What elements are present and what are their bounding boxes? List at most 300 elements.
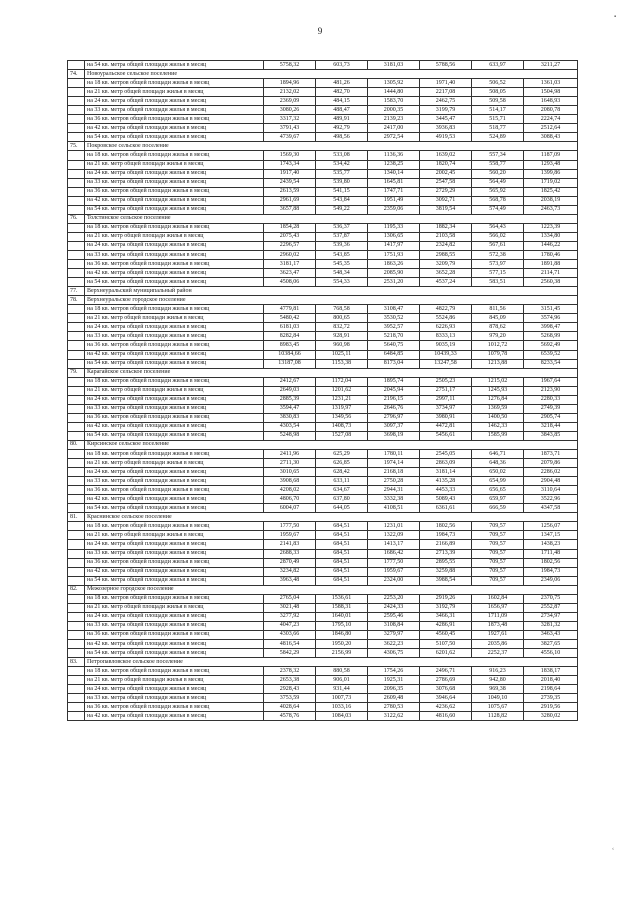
row-label: на 21 кв. метр общей площади жилья в месяц <box>85 459 264 468</box>
cell-value: 1846,80 <box>316 630 368 639</box>
cell-value: 1438,23 <box>524 540 578 549</box>
cell-value: 564,43 <box>472 223 524 232</box>
table-row <box>68 531 578 540</box>
cell-value: 1959,67 <box>264 531 316 540</box>
cell-value: 1187,09 <box>524 151 578 160</box>
cell-value: 1656,97 <box>472 603 524 612</box>
cell-value: 1361,03 <box>524 79 578 88</box>
tariff-table <box>67 60 578 721</box>
row-number <box>68 549 85 558</box>
cell-value: 574,49 <box>472 205 524 214</box>
cell-value: 572,38 <box>472 250 524 259</box>
row-label: на 36 кв. метров общей площади жилья в месяц <box>85 703 264 712</box>
cell-value: 1025,11 <box>316 350 368 359</box>
row-label: на 36 кв. метров общей площади жилья в месяц <box>85 187 264 196</box>
row-number <box>68 431 85 440</box>
cell-value: 2919,56 <box>524 703 578 712</box>
section-number: 79. <box>68 368 85 377</box>
row-label: на 33 кв. метра общей площади жилья в месяц <box>85 621 264 630</box>
edge-mark: ‹ <box>612 846 614 852</box>
cell-value: 2296,57 <box>264 241 316 250</box>
cell-value: 537,87 <box>316 232 368 241</box>
cell-value: 6539,52 <box>524 350 578 359</box>
cell-value: 1347,15 <box>524 531 578 540</box>
cell-value: 2749,39 <box>524 404 578 413</box>
cell-value: 3010,65 <box>264 468 316 477</box>
cell-value: 1369,59 <box>472 404 524 413</box>
cell-value: 539,36 <box>316 241 368 250</box>
row-number <box>68 422 85 431</box>
cell-value: 2780,53 <box>368 703 420 712</box>
cell-value: 1079,78 <box>472 350 524 359</box>
cell-value: 1136,36 <box>368 151 420 160</box>
cell-value: 2045,94 <box>368 386 420 395</box>
cell-value: 1399,86 <box>524 169 578 178</box>
cell-value: 3623,47 <box>264 269 316 278</box>
row-number <box>68 332 85 341</box>
cell-value: 5248,98 <box>264 431 316 440</box>
row-label: на 54 кв. метра общей площади жилья в месяц <box>85 649 264 658</box>
table-row <box>68 504 578 513</box>
section-header-row <box>68 658 578 667</box>
table-row <box>68 205 578 214</box>
cell-value: 1951,49 <box>368 196 420 205</box>
cell-value: 626,85 <box>316 459 368 468</box>
cell-value: 2739,35 <box>524 694 578 703</box>
row-number <box>68 694 85 703</box>
section-title: Карагайское сельское поселение <box>85 368 578 377</box>
cell-value: 3151,45 <box>524 305 578 314</box>
table-row <box>68 124 578 133</box>
row-label: на 21 кв. метр общей площади жилья в месяц <box>85 531 264 540</box>
cell-value: 768,58 <box>316 305 368 314</box>
cell-value: 3594,47 <box>264 404 316 413</box>
cell-value: 2462,75 <box>420 97 472 106</box>
cell-value: 2123,90 <box>524 386 578 395</box>
cell-value: 2545,05 <box>420 450 472 459</box>
cell-value: 4556,10 <box>524 649 578 658</box>
row-label: на 18 кв. метров общей площади жилья в месяц <box>85 594 264 603</box>
cell-value: 1820,74 <box>420 160 472 169</box>
cell-value: 2196,15 <box>368 395 420 404</box>
cell-value: 5480,42 <box>264 314 316 323</box>
row-label: на 42 кв. метра общей площади жилья в месяц <box>85 422 264 431</box>
cell-value: 1583,70 <box>368 97 420 106</box>
cell-value: 960,98 <box>316 341 368 350</box>
row-label: на 18 кв. метров общей площади жилья в месяц <box>85 377 264 386</box>
cell-value: 1007,73 <box>316 694 368 703</box>
cell-value: 2038,19 <box>524 196 578 205</box>
cell-value: 3963,48 <box>264 576 316 585</box>
cell-value: 832,72 <box>316 323 368 332</box>
cell-value: 5842,29 <box>264 649 316 658</box>
cell-value: 567,61 <box>472 241 524 250</box>
section-header-row <box>68 296 578 305</box>
cell-value: 1927,61 <box>472 630 524 639</box>
table-row <box>68 703 578 712</box>
cell-value: 2463,73 <box>524 205 578 214</box>
cell-value: 2751,17 <box>420 386 472 395</box>
cell-value: 2496,71 <box>420 667 472 676</box>
cell-value: 2997,11 <box>420 395 472 404</box>
cell-value: 1873,71 <box>524 450 578 459</box>
row-number <box>68 576 85 585</box>
row-number <box>68 232 85 241</box>
row-label: на 42 кв. метра общей площади жилья в месяц <box>85 495 264 504</box>
cell-value: 1306,65 <box>368 232 420 241</box>
cell-value: 1231,01 <box>368 522 420 531</box>
cell-value: 4236,62 <box>420 703 472 712</box>
row-number <box>68 413 85 422</box>
row-number <box>68 450 85 459</box>
table-row <box>68 522 578 531</box>
cell-value: 979,20 <box>472 332 524 341</box>
cell-value: 10439,33 <box>420 350 472 359</box>
cell-value: 1413,17 <box>368 540 420 549</box>
cell-value: 633,97 <box>472 61 524 70</box>
cell-value: 13187,08 <box>264 359 316 368</box>
table-row <box>68 621 578 630</box>
row-number <box>68 685 85 694</box>
cell-value: 539,80 <box>316 178 368 187</box>
cell-value: 2786,69 <box>420 676 472 685</box>
row-number <box>68 133 85 142</box>
cell-value: 2156,99 <box>316 649 368 658</box>
cell-value: 509,58 <box>472 97 524 106</box>
cell-value: 3698,19 <box>368 431 420 440</box>
cell-value: 1967,64 <box>524 377 578 386</box>
cell-value: 2412,67 <box>264 377 316 386</box>
cell-value: 878,62 <box>472 323 524 332</box>
row-label: на 42 кв. метра общей площади жилья в месяц <box>85 640 264 649</box>
row-label: на 54 кв. метра общей площади жилья в месяц <box>85 133 264 142</box>
cell-value: 2919,26 <box>420 594 472 603</box>
row-number <box>68 269 85 278</box>
cell-value: 1084,03 <box>316 712 368 721</box>
cell-value: 2359,06 <box>368 205 420 214</box>
cell-value: 1172,04 <box>316 377 368 386</box>
row-number <box>68 558 85 567</box>
row-label: на 24 кв. метра общей площади жилья в месяц <box>85 685 264 694</box>
table-row <box>68 377 578 386</box>
cell-value: 6484,85 <box>368 350 420 359</box>
cell-value: 549,22 <box>316 205 368 214</box>
table-row <box>68 79 578 88</box>
cell-value: 684,51 <box>316 567 368 576</box>
cell-value: 536,37 <box>316 223 368 232</box>
cell-value: 1863,26 <box>368 260 420 269</box>
row-number <box>68 314 85 323</box>
row-label: на 24 кв. метра общей площади жилья в месяц <box>85 241 264 250</box>
row-number <box>68 115 85 124</box>
row-label: на 18 кв. метров общей площади жилья в месяц <box>85 151 264 160</box>
cell-value: 3181,03 <box>368 61 420 70</box>
cell-value: 1925,31 <box>368 676 420 685</box>
cell-value: 1276,84 <box>472 395 524 404</box>
cell-value: 709,57 <box>472 558 524 567</box>
section-header-row <box>68 214 578 223</box>
cell-value: 3199,79 <box>420 106 472 115</box>
cell-value: 2613,59 <box>264 187 316 196</box>
cell-value: 3076,68 <box>420 685 472 694</box>
section-title: Межозерное городское поселение <box>85 585 578 594</box>
cell-value: 543,84 <box>316 196 368 205</box>
row-label: на 33 кв. метра общей площади жилья в месяц <box>85 404 264 413</box>
section-number: 82. <box>68 585 85 594</box>
row-label: на 36 кв. метров общей площади жилья в месяц <box>85 486 264 495</box>
cell-value: 2988,55 <box>420 250 472 259</box>
row-label: на 54 кв. метра общей площади жилья в месяц <box>85 504 264 513</box>
table-row <box>68 486 578 495</box>
cell-value: 3110,64 <box>524 486 578 495</box>
cell-value: 1588,31 <box>316 603 368 612</box>
cell-value: 684,51 <box>316 549 368 558</box>
cell-value: 5218,70 <box>368 332 420 341</box>
cell-value: 4578,76 <box>264 712 316 721</box>
cell-value: 2378,32 <box>264 667 316 676</box>
table-row <box>68 459 578 468</box>
table-row <box>68 250 578 259</box>
cell-value: 628,42 <box>316 468 368 477</box>
cell-value: 1319,97 <box>316 404 368 413</box>
row-number <box>68 567 85 576</box>
cell-value: 4816,54 <box>264 640 316 649</box>
cell-value: 5640,75 <box>368 341 420 350</box>
cell-value: 603,73 <box>316 61 368 70</box>
cell-value: 2217,08 <box>420 88 472 97</box>
cell-value: 8233,54 <box>524 359 578 368</box>
cell-value: 568,78 <box>472 196 524 205</box>
cell-value: 2424,33 <box>368 603 420 612</box>
cell-value: 709,57 <box>472 540 524 549</box>
row-number <box>68 323 85 332</box>
cell-value: 1895,74 <box>368 377 420 386</box>
cell-value: 3234,82 <box>264 567 316 576</box>
row-label: на 42 кв. метра общей площади жилья в месяц <box>85 350 264 359</box>
cell-value: 2166,89 <box>420 540 472 549</box>
cell-value: 3332,38 <box>368 495 420 504</box>
row-number <box>68 223 85 232</box>
cell-value: 492,79 <box>316 124 368 133</box>
cell-value: 709,57 <box>472 567 524 576</box>
cell-value: 684,51 <box>316 558 368 567</box>
cell-value: 2253,20 <box>368 594 420 603</box>
section-header-row <box>68 368 578 377</box>
cell-value: 6004,07 <box>264 504 316 513</box>
table-row <box>68 332 578 341</box>
cell-value: 1711,09 <box>472 612 524 621</box>
section-number: 76. <box>68 214 85 223</box>
row-label: на 18 кв. метров общей площади жилья в месяц <box>85 667 264 676</box>
table-row <box>68 667 578 676</box>
cell-value: 2369,09 <box>264 97 316 106</box>
section-title: Петропавловское сельское поселение <box>85 658 578 667</box>
cell-value: 1245,93 <box>472 386 524 395</box>
row-number <box>68 712 85 721</box>
cell-value: 4508,06 <box>264 278 316 287</box>
table-row <box>68 630 578 639</box>
cell-value: 625,29 <box>316 450 368 459</box>
row-number <box>68 522 85 531</box>
cell-value: 931,44 <box>316 685 368 694</box>
table-row <box>68 468 578 477</box>
cell-value: 1802,56 <box>420 522 472 531</box>
cell-value: 3998,47 <box>524 323 578 332</box>
section-title: Кирсинское сельское поселение <box>85 440 578 449</box>
row-label: на 21 кв. метр общей площади жилья в месяц <box>85 160 264 169</box>
row-label: на 36 кв. метров общей площади жилья в месяц <box>85 341 264 350</box>
cell-value: 3088,43 <box>524 133 578 142</box>
cell-value: 3753,59 <box>264 694 316 703</box>
cell-value: 3908,68 <box>264 477 316 486</box>
cell-value: 1256,07 <box>524 522 578 531</box>
table-row <box>68 241 578 250</box>
cell-value: 3622,23 <box>368 640 420 649</box>
cell-value: 1504,98 <box>524 88 578 97</box>
cell-value: 684,51 <box>316 531 368 540</box>
row-label: на 54 кв. метра общей площади жилья в месяц <box>85 278 264 287</box>
cell-value: 5268,99 <box>524 332 578 341</box>
row-number <box>68 241 85 250</box>
table-row <box>68 612 578 621</box>
cell-value: 1201,62 <box>316 386 368 395</box>
cell-value: 482,70 <box>316 88 368 97</box>
cell-value: 906,01 <box>316 676 368 685</box>
row-number <box>68 205 85 214</box>
cell-value: 3108,47 <box>368 305 420 314</box>
cell-value: 1640,01 <box>316 612 368 621</box>
cell-value: 1882,34 <box>420 223 472 232</box>
cell-value: 4453,33 <box>420 486 472 495</box>
section-number: 77. <box>68 287 85 296</box>
row-label: на 33 кв. метра общей площади жилья в месяц <box>85 332 264 341</box>
cell-value: 2765,04 <box>264 594 316 603</box>
table-row <box>68 133 578 142</box>
cell-value: 2512,64 <box>524 124 578 133</box>
row-number <box>68 97 85 106</box>
cell-value: 928,91 <box>316 332 368 341</box>
cell-value: 6361,61 <box>420 504 472 513</box>
row-number <box>68 160 85 169</box>
row-label: на 42 кв. метра общей площади жилья в месяц <box>85 196 264 205</box>
row-number <box>68 386 85 395</box>
table-row <box>68 386 578 395</box>
cell-value: 498,56 <box>316 133 368 142</box>
corner-mark: ▪ <box>614 14 617 20</box>
cell-value: 6201,62 <box>420 649 472 658</box>
cell-value: 1802,56 <box>524 558 578 567</box>
table-row <box>68 232 578 241</box>
section-number: 75. <box>68 142 85 151</box>
page-number: 9 <box>317 26 323 36</box>
row-label: на 33 кв. метра общей площади жилья в месяц <box>85 250 264 259</box>
cell-value: 3279,97 <box>368 630 420 639</box>
cell-value: 5089,43 <box>420 495 472 504</box>
cell-value: 1231,21 <box>316 395 368 404</box>
cell-value: 2168,18 <box>368 468 420 477</box>
cell-value: 4347,58 <box>524 504 578 513</box>
row-label: на 33 кв. метра общей площади жилья в месяц <box>85 477 264 486</box>
cell-value: 1686,42 <box>368 549 420 558</box>
cell-value: 2711,30 <box>264 459 316 468</box>
cell-value: 1974,14 <box>368 459 420 468</box>
cell-value: 543,85 <box>316 250 368 259</box>
table-row <box>68 97 578 106</box>
row-label: на 24 кв. метра общей площади жилья в месяц <box>85 323 264 332</box>
table-row <box>68 323 578 332</box>
cell-value: 4208,02 <box>264 486 316 495</box>
row-number <box>68 404 85 413</box>
cell-value: 4047,23 <box>264 621 316 630</box>
section-header-row <box>68 440 578 449</box>
cell-value: 2734,97 <box>524 612 578 621</box>
cell-value: 1462,33 <box>472 422 524 431</box>
cell-value: 2729,29 <box>420 187 472 196</box>
row-number <box>68 196 85 205</box>
cell-value: 515,71 <box>472 115 524 124</box>
section-number: 80. <box>68 440 85 449</box>
cell-value: 634,67 <box>316 486 368 495</box>
row-number <box>68 124 85 133</box>
cell-value: 554,33 <box>316 278 368 287</box>
cell-value: 4135,28 <box>420 477 472 486</box>
cell-value: 1049,10 <box>472 694 524 703</box>
row-label: на 54 кв. метра общей площади жилья в месяц <box>85 359 264 368</box>
cell-value: 3843,85 <box>524 431 578 440</box>
row-label: на 36 кв. метров общей площади жилья в месяц <box>85 413 264 422</box>
cell-value: 1585,99 <box>472 431 524 440</box>
cell-value: 4028,64 <box>264 703 316 712</box>
row-label: на 42 кв. метра общей площади жилья в месяц <box>85 712 264 721</box>
cell-value: 541,15 <box>316 187 368 196</box>
cell-value: 4472,81 <box>420 422 472 431</box>
cell-value: 1012,72 <box>472 341 524 350</box>
cell-value: 4303,54 <box>264 422 316 431</box>
cell-value: 845,09 <box>472 314 524 323</box>
table-row <box>68 450 578 459</box>
table-row <box>68 495 578 504</box>
cell-value: 2035,86 <box>472 640 524 649</box>
cell-value: 644,05 <box>316 504 368 513</box>
cell-value: 4537,24 <box>420 278 472 287</box>
cell-value: 650,02 <box>472 468 524 477</box>
cell-value: 2075,43 <box>264 232 316 241</box>
cell-value: 3181,14 <box>420 468 472 477</box>
row-number <box>68 88 85 97</box>
row-number <box>68 649 85 658</box>
cell-value: 3463,43 <box>524 630 578 639</box>
row-number <box>68 359 85 368</box>
cell-value: 3734,97 <box>420 404 472 413</box>
table-row <box>68 567 578 576</box>
section-header-row <box>68 513 578 522</box>
cell-value: 2961,69 <box>264 196 316 205</box>
cell-value: 942,80 <box>472 676 524 685</box>
section-title: Толстинское сельское поселение <box>85 214 578 223</box>
cell-value: 518,77 <box>472 124 524 133</box>
row-number <box>68 106 85 115</box>
cell-value: 534,42 <box>316 160 368 169</box>
cell-value: 566,02 <box>472 232 524 241</box>
cell-value: 1780,11 <box>368 450 420 459</box>
row-label: на 24 кв. метра общей площади жилья в месяц <box>85 468 264 477</box>
row-number <box>68 468 85 477</box>
cell-value: 1223,39 <box>524 223 578 232</box>
cell-value: 2370,75 <box>524 594 578 603</box>
cell-value: 10384,66 <box>264 350 316 359</box>
cell-value: 3530,52 <box>368 314 420 323</box>
cell-value: 2796,97 <box>368 413 420 422</box>
